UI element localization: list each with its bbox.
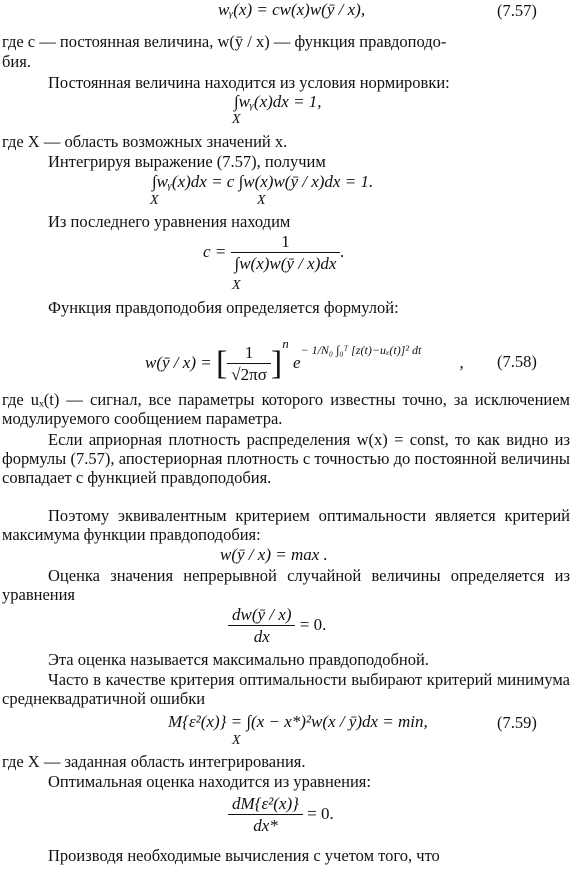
equation-7-58 bbox=[145, 336, 464, 385]
text-line-9: где X — заданная область интегрирования. bbox=[2, 752, 306, 771]
equation-c-fraction bbox=[231, 232, 341, 274]
optimal-fraction bbox=[228, 794, 303, 836]
equation-c-lhs: c = bbox=[203, 241, 227, 261]
fraction-numerator: dM{ε²(x)} bbox=[232, 794, 299, 813]
equation-c-dot: . bbox=[340, 241, 345, 261]
fraction-denominator: dx* bbox=[228, 814, 303, 836]
exponential-e: e bbox=[292, 353, 301, 372]
text-line-8: Эта оценка называется максимально правдоподобной. bbox=[48, 650, 429, 669]
paragraph-2: Если априорная плотность распределения w(x) = const, то как видно из формулы (7.57), апостериорная плотность с точностью до постоянной величины совпадает с функцией правдоподобия. bbox=[2, 430, 570, 487]
equation-number-7-57: (7.57) bbox=[497, 1, 537, 20]
text-line-1: где c — постоянная величина, w(ȳ / x) — функция правдоподо- bbox=[2, 32, 447, 51]
right-bracket: ] bbox=[270, 345, 283, 383]
text-line-4: где X — область возможных значений x. bbox=[2, 132, 288, 151]
equation-rhs: = 0. bbox=[307, 803, 334, 823]
text-line-5: Интегрируя выражение (7.57), получим bbox=[48, 152, 326, 171]
text-line-10: Оптимальная оценка находится из уравнения: bbox=[48, 772, 371, 791]
equation-max-likelihood bbox=[228, 605, 326, 647]
paragraph-3: Поэтому эквивалентным критерием оптимальности является критерий максимума функции правдоподобия: bbox=[2, 506, 570, 544]
equation-c bbox=[203, 232, 345, 274]
integration-domain-x: X bbox=[150, 193, 159, 208]
left-bracket: [ bbox=[215, 345, 228, 383]
equation-7-57: wᵧ(x) = cw(x)w(ȳ / x), bbox=[218, 0, 366, 19]
equation-number-7-59: (7.59) bbox=[497, 713, 537, 732]
exponent-expression: − 1/N₀ ∫₀ᵀ [z(t)−uₓ(t)]² dt bbox=[300, 343, 422, 357]
text-line-7: Функция правдоподобия определяется формулой: bbox=[48, 298, 399, 317]
fraction-numerator: 1 bbox=[281, 232, 290, 251]
fraction-denominator: ∫w(x)w(ȳ / x)dx bbox=[231, 252, 341, 274]
equation-7-58-lhs: w(ȳ / x) = bbox=[145, 353, 212, 372]
paragraph-5: Часто в качестве критерия оптимальности выбирают критерий минимума среднеквадратичной ошибки bbox=[2, 670, 570, 708]
integration-domain-x: X bbox=[232, 278, 241, 293]
fraction-denominator: dx bbox=[228, 625, 295, 647]
equation-number-7-58: (7.58) bbox=[497, 352, 537, 371]
paragraph-4: Оценка значения непрерывной случайной величины определяется из уравнения bbox=[2, 566, 570, 604]
equation-integrated: ∫wᵧ(x)dx = c ∫w(x)w(ȳ / x)dx = 1. bbox=[152, 172, 374, 191]
equation-7-58-fraction bbox=[227, 343, 271, 385]
text-line-2: бия. bbox=[2, 52, 31, 71]
equation-7-58-comma: , bbox=[459, 353, 464, 372]
paragraph-1: где uₓ(t) — сигнал, все параметры которого известны точно, за исключением модулируемого сообщением параметра. bbox=[2, 390, 570, 428]
text-line-11: Производя необходимые вычисления с учетом того, что bbox=[48, 846, 440, 865]
integration-domain-x: X bbox=[232, 112, 241, 127]
equation-optimal-estimate bbox=[228, 794, 334, 836]
text-line-6: Из последнего уравнения находим bbox=[48, 212, 291, 231]
equation-normalization: ∫wᵧ(x)dx = 1, bbox=[234, 92, 322, 111]
integration-domain-x: X bbox=[232, 733, 241, 748]
equation-rhs: = 0. bbox=[299, 614, 327, 634]
integration-domain-x: X bbox=[257, 193, 266, 208]
text-line-3: Постоянная величина находится из условия нормировки: bbox=[48, 73, 450, 92]
equation-7-59: M{ε²(x)} = ∫(x − x*)²w(x / ȳ)dx = min, bbox=[168, 712, 428, 731]
ml-fraction bbox=[228, 605, 295, 647]
fraction-numerator: dw(ȳ / x) bbox=[232, 605, 292, 624]
equation-max: w(ȳ / x) = max . bbox=[220, 545, 328, 564]
fraction-denominator: √2πσ bbox=[227, 363, 271, 385]
fraction-numerator: 1 bbox=[244, 343, 254, 363]
exponent-n: n bbox=[282, 336, 289, 351]
